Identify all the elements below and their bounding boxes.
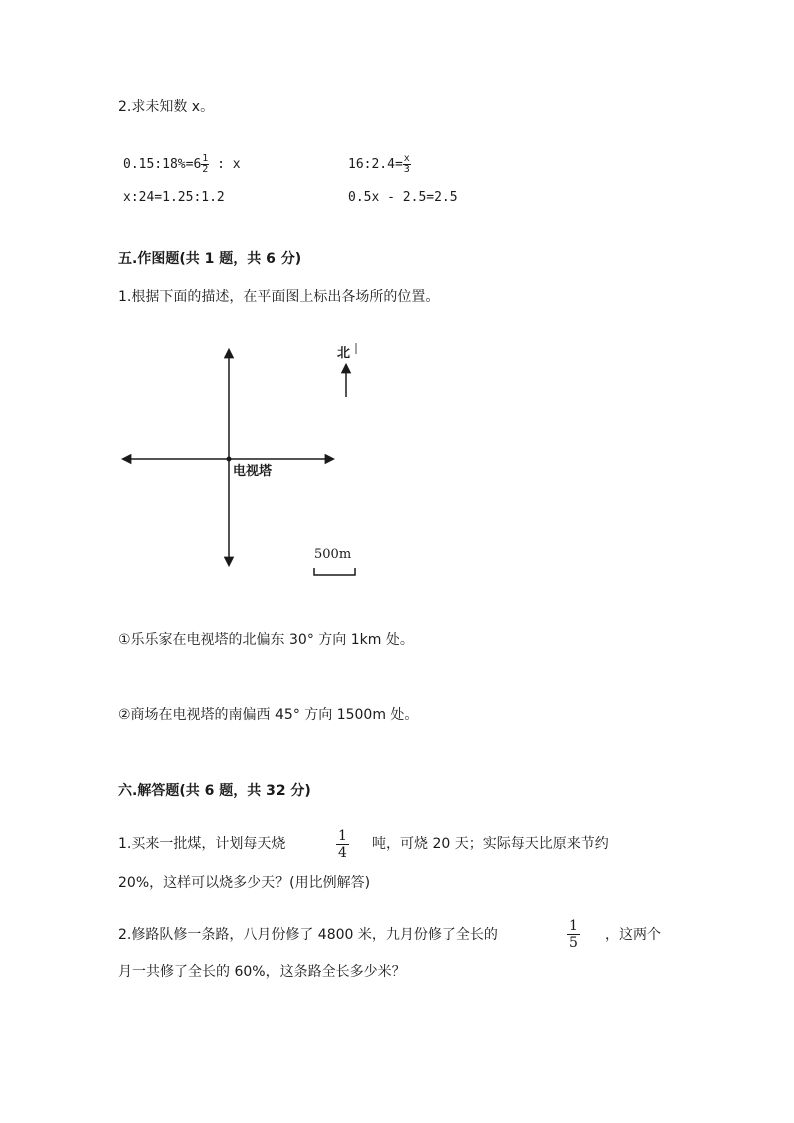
fraction [336,828,349,861]
equation-1-right: : x [209,157,241,172]
equation-1-left: 0.15:18%=6 [123,157,202,172]
equation-3: x:24=1.25:1.2 [123,190,225,205]
question-title: 2.求未知数 x。 [118,99,215,115]
problem-1-line-2: 20%，这样可以烧多少天？(用比例解答) [118,875,371,891]
fraction-denominator: 2 [202,164,209,175]
problem-2-line-1: 2.修路队修一条路，八月份修了 4800 米，九月份修了全长的 [118,927,498,943]
section-heading: 五.作图题(共 1 题，共 6 分) [118,251,302,267]
tv-tower-point [227,457,232,462]
problem-1-line-1: 1.买来一批煤，计划每天烧 [118,836,286,852]
problem-1-line-1-cont: 吨，可烧 20 天；实际每天比原来节约 [372,836,609,852]
fraction-numerator: 1 [202,153,209,164]
fraction-denominator: 4 [338,845,347,861]
problem-2-line-1-cont: ，这两个 [605,927,661,943]
scale-bar [314,568,355,575]
map-item-1: ①乐乐家在电视塔的北偏东 30° 方向 1km 处。 [118,632,414,648]
fraction-numerator: 1 [569,918,578,934]
fraction [567,918,580,951]
problem-2-line-2: 月一共修了全长的 60%，这条路全长多少米？ [118,964,406,980]
tv-tower-label: 电视塔 [233,464,273,479]
equation-4: 0.5x - 2.5=2.5 [348,190,458,205]
fraction-denominator: 3 [403,164,410,175]
question-title: 1.根据下面的描述，在平面图上标出各场所的位置。 [118,289,440,305]
map-item-2: ②商场在电视塔的南偏西 45° 方向 1500m 处。 [118,707,419,723]
fraction-numerator: 1 [338,828,347,844]
section-heading: 六.解答题(共 6 题，共 32 分) [118,783,311,799]
fraction-numerator: x [403,153,410,164]
scale-label: 500m [314,547,352,562]
equation-2-left: 16:2.4= [348,157,403,172]
north-label: 北 [337,346,351,361]
fraction-denominator: 5 [569,935,578,951]
